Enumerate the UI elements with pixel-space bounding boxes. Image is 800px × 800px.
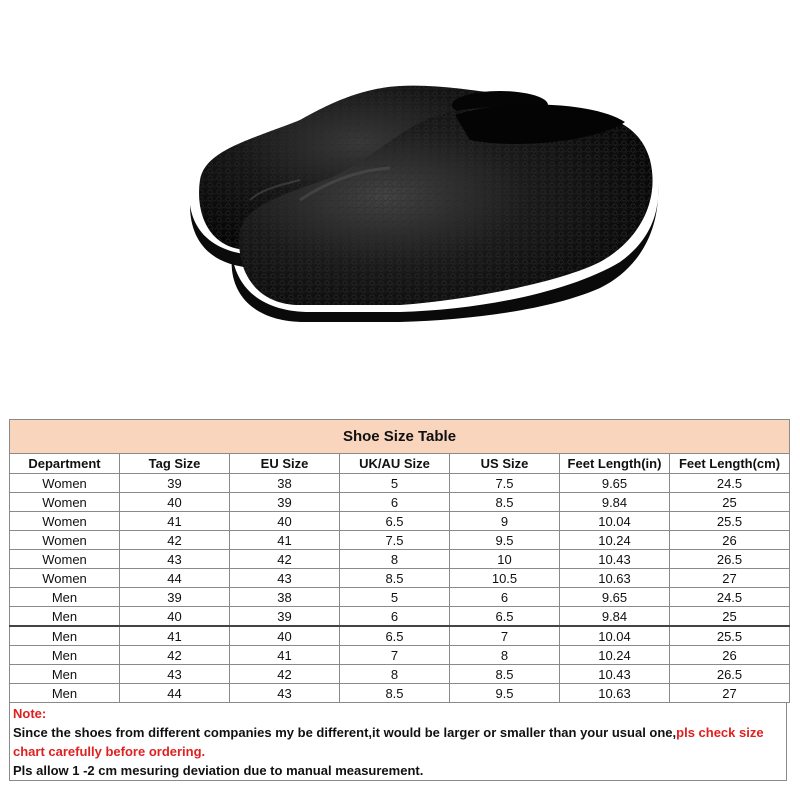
cell-tag-size: 39 bbox=[120, 588, 230, 607]
cell-feet-length-in: 10.04 bbox=[560, 626, 670, 646]
table-row bbox=[10, 626, 790, 646]
cell-department: Men bbox=[10, 607, 120, 627]
cell-tag-size: 40 bbox=[120, 607, 230, 627]
cell-eu-size: 39 bbox=[230, 607, 340, 627]
cell-uk-au-size: 6.5 bbox=[340, 626, 450, 646]
cell-uk-au-size: 7.5 bbox=[340, 531, 450, 550]
table-row bbox=[10, 474, 790, 493]
note-line-1-warning: pls check size chart carefully before ordering. bbox=[13, 725, 764, 759]
cell-eu-size: 43 bbox=[230, 569, 340, 588]
cell-uk-au-size: 8.5 bbox=[340, 684, 450, 703]
header-us-size: US Size bbox=[450, 454, 560, 474]
cell-tag-size: 42 bbox=[120, 531, 230, 550]
cell-feet-length-in: 10.24 bbox=[560, 646, 670, 665]
cell-tag-size: 41 bbox=[120, 512, 230, 531]
cell-eu-size: 42 bbox=[230, 665, 340, 684]
cell-tag-size: 42 bbox=[120, 646, 230, 665]
cell-tag-size: 41 bbox=[120, 626, 230, 646]
cell-us-size: 7.5 bbox=[450, 474, 560, 493]
cell-us-size: 8.5 bbox=[450, 493, 560, 512]
cell-eu-size: 40 bbox=[230, 626, 340, 646]
table-title: Shoe Size Table bbox=[10, 420, 790, 454]
header-uk-au-size: UK/AU Size bbox=[340, 454, 450, 474]
cell-feet-length-cm: 25.5 bbox=[670, 512, 790, 531]
cell-us-size: 6 bbox=[450, 588, 560, 607]
cell-tag-size: 39 bbox=[120, 474, 230, 493]
cell-tag-size: 44 bbox=[120, 569, 230, 588]
table-row bbox=[10, 607, 790, 627]
cell-feet-length-cm: 25 bbox=[670, 493, 790, 512]
cell-feet-length-in: 10.24 bbox=[560, 531, 670, 550]
cell-us-size: 7 bbox=[450, 626, 560, 646]
cell-department: Women bbox=[10, 531, 120, 550]
cell-tag-size: 40 bbox=[120, 493, 230, 512]
cell-feet-length-in: 10.43 bbox=[560, 665, 670, 684]
cell-uk-au-size: 6.5 bbox=[340, 512, 450, 531]
cell-us-size: 8 bbox=[450, 646, 560, 665]
cell-feet-length-in: 10.63 bbox=[560, 684, 670, 703]
table-row bbox=[10, 684, 790, 703]
cell-uk-au-size: 7 bbox=[340, 646, 450, 665]
cell-department: Men bbox=[10, 588, 120, 607]
note-line-1-text: Since the shoes from different companies my be different,it would be larger or smaller than your usual one, bbox=[13, 725, 677, 740]
cell-feet-length-cm: 27 bbox=[670, 569, 790, 588]
cell-uk-au-size: 8 bbox=[340, 550, 450, 569]
cell-us-size: 9.5 bbox=[450, 684, 560, 703]
cell-eu-size: 38 bbox=[230, 474, 340, 493]
cell-feet-length-cm: 24.5 bbox=[670, 474, 790, 493]
header-feet-length-cm: Feet Length(cm) bbox=[670, 454, 790, 474]
cell-us-size: 10.5 bbox=[450, 569, 560, 588]
table-row bbox=[10, 646, 790, 665]
cell-tag-size: 43 bbox=[120, 550, 230, 569]
cell-eu-size: 39 bbox=[230, 493, 340, 512]
cell-feet-length-in: 9.65 bbox=[560, 588, 670, 607]
cell-feet-length-cm: 26.5 bbox=[670, 665, 790, 684]
cell-feet-length-in: 10.43 bbox=[560, 550, 670, 569]
note-box bbox=[9, 702, 787, 781]
cell-department: Men bbox=[10, 626, 120, 646]
cell-uk-au-size: 8 bbox=[340, 665, 450, 684]
table-row bbox=[10, 512, 790, 531]
cell-uk-au-size: 6 bbox=[340, 607, 450, 627]
cell-eu-size: 41 bbox=[230, 531, 340, 550]
cell-feet-length-cm: 27 bbox=[670, 684, 790, 703]
header-department: Department bbox=[10, 454, 120, 474]
cell-department: Women bbox=[10, 550, 120, 569]
table-row bbox=[10, 569, 790, 588]
cell-feet-length-in: 10.63 bbox=[560, 569, 670, 588]
cell-feet-length-in: 9.65 bbox=[560, 474, 670, 493]
cell-us-size: 8.5 bbox=[450, 665, 560, 684]
cell-feet-length-in: 10.04 bbox=[560, 512, 670, 531]
cell-eu-size: 38 bbox=[230, 588, 340, 607]
cell-feet-length-cm: 26 bbox=[670, 531, 790, 550]
cell-feet-length-cm: 25.5 bbox=[670, 626, 790, 646]
cell-uk-au-size: 5 bbox=[340, 474, 450, 493]
cell-tag-size: 43 bbox=[120, 665, 230, 684]
table-row bbox=[10, 493, 790, 512]
cell-eu-size: 40 bbox=[230, 512, 340, 531]
cell-department: Men bbox=[10, 684, 120, 703]
cell-department: Women bbox=[10, 474, 120, 493]
cell-uk-au-size: 6 bbox=[340, 493, 450, 512]
table-row bbox=[10, 588, 790, 607]
cell-eu-size: 43 bbox=[230, 684, 340, 703]
header-tag-size: Tag Size bbox=[120, 454, 230, 474]
cell-feet-length-cm: 25 bbox=[670, 607, 790, 627]
table-row bbox=[10, 550, 790, 569]
cell-department: Women bbox=[10, 569, 120, 588]
note-line-2: Pls allow 1 -2 cm mesuring deviation due to manual measurement. bbox=[13, 763, 424, 778]
cell-department: Women bbox=[10, 512, 120, 531]
note-title: Note: bbox=[13, 706, 47, 721]
cell-department: Men bbox=[10, 646, 120, 665]
table-row bbox=[10, 665, 790, 684]
table-header-row bbox=[10, 454, 790, 474]
cell-feet-length-cm: 24.5 bbox=[670, 588, 790, 607]
cell-department: Men bbox=[10, 665, 120, 684]
cell-feet-length-cm: 26 bbox=[670, 646, 790, 665]
cell-us-size: 10 bbox=[450, 550, 560, 569]
cell-uk-au-size: 8.5 bbox=[340, 569, 450, 588]
cell-feet-length-in: 9.84 bbox=[560, 607, 670, 627]
cell-tag-size: 44 bbox=[120, 684, 230, 703]
cell-eu-size: 42 bbox=[230, 550, 340, 569]
cell-us-size: 9.5 bbox=[450, 531, 560, 550]
cell-feet-length-cm: 26.5 bbox=[670, 550, 790, 569]
table-row bbox=[10, 531, 790, 550]
shoe-size-table bbox=[9, 419, 790, 703]
cell-feet-length-in: 9.84 bbox=[560, 493, 670, 512]
header-eu-size: EU Size bbox=[230, 454, 340, 474]
cell-us-size: 6.5 bbox=[450, 607, 560, 627]
cell-eu-size: 41 bbox=[230, 646, 340, 665]
header-feet-length-in: Feet Length(in) bbox=[560, 454, 670, 474]
cell-us-size: 9 bbox=[450, 512, 560, 531]
cell-department: Women bbox=[10, 493, 120, 512]
cell-uk-au-size: 5 bbox=[340, 588, 450, 607]
note-line-1 bbox=[13, 723, 783, 761]
